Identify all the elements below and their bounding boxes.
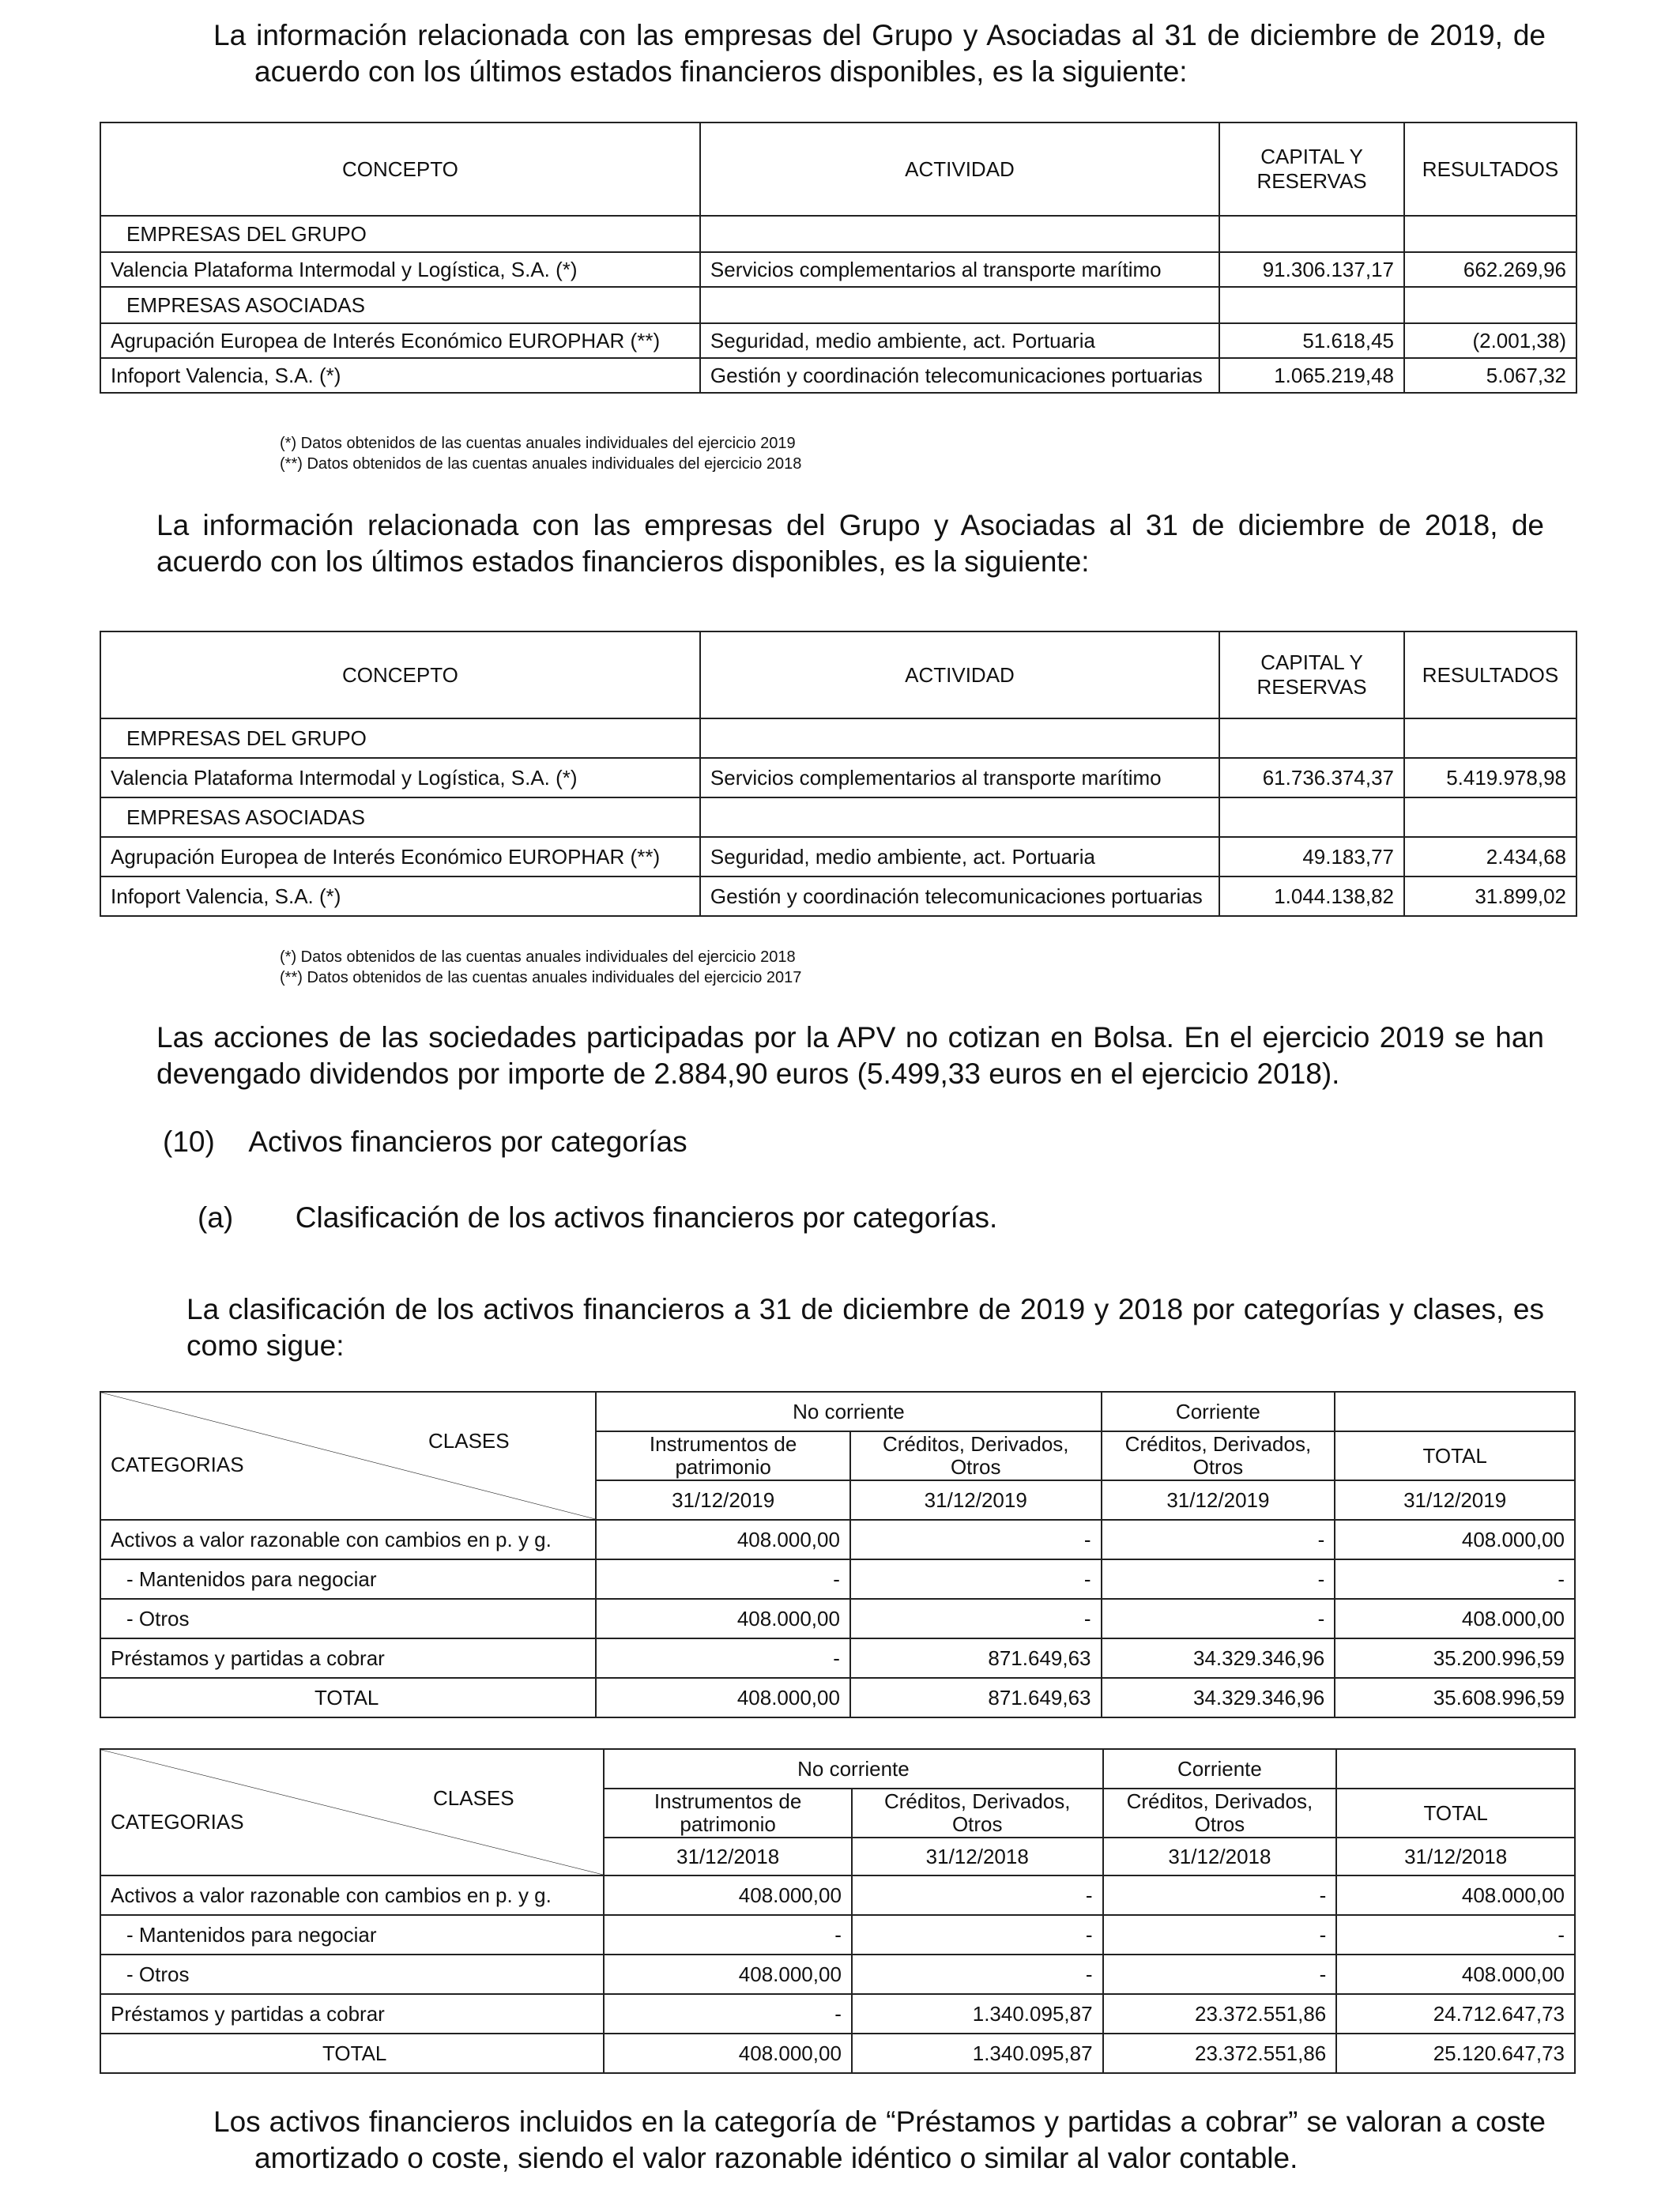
categorias-label: CATEGORIAS bbox=[111, 1810, 244, 1834]
section-10-heading bbox=[163, 1125, 687, 1159]
cell-value: 35.608.996,59 bbox=[1335, 1678, 1575, 1717]
final-line1: Los activos financieros incluidos en la categoría de “Préstamos y partidas a cobrar” se valoran a coste bbox=[213, 2105, 1546, 2138]
cell-value: - bbox=[1102, 1599, 1335, 1638]
date-cell: 31/12/2019 bbox=[1335, 1480, 1575, 1520]
header-concepto: CONCEPTO bbox=[100, 123, 700, 216]
row-label: TOTAL bbox=[100, 2034, 604, 2073]
final-line2: amortizado o coste, siendo el valor razonable idéntico o similar al valor contable. bbox=[254, 2142, 1298, 2174]
intro-2018-line1: La información relacionada con las empresas del Grupo y Asociadas al 31 de diciembre de 2018, de bbox=[156, 509, 1544, 541]
date-cell: 31/12/2018 bbox=[1103, 1838, 1337, 1875]
header-capital: CAPITAL Y RESERVAS bbox=[1219, 631, 1404, 718]
cell-actividad: Servicios complementarios al transporte marítimo bbox=[700, 252, 1219, 287]
table-row bbox=[100, 758, 1576, 797]
cell-actividad: Seguridad, medio ambiente, act. Portuaria bbox=[700, 323, 1219, 358]
header-actividad: ACTIVIDAD bbox=[700, 123, 1219, 216]
cell-value: 408.000,00 bbox=[604, 1875, 852, 1915]
row-label: Préstamos y partidas a cobrar bbox=[100, 1994, 604, 2034]
col-total: TOTAL bbox=[1336, 1789, 1575, 1838]
cell-value: - bbox=[850, 1599, 1102, 1638]
cell-concepto: Infoport Valencia, S.A. (*) bbox=[100, 876, 700, 916]
note-1: (*) Datos obtenidos de las cuentas anuales individuales del ejercicio 2019 bbox=[280, 435, 796, 452]
cell-value: - bbox=[1103, 1875, 1337, 1915]
header-concepto: CONCEPTO bbox=[100, 631, 700, 718]
clasificacion-line1: La clasificación de los activos financieros a 31 de diciembre de 2019 y 2018 por categorías y clases, es bbox=[186, 1293, 1544, 1325]
col-instrumentos: Instrumentos de patrimonio bbox=[596, 1431, 850, 1480]
activos-2019-table bbox=[100, 1391, 1576, 1718]
section-10-number: (10) bbox=[163, 1125, 215, 1158]
date-cell: 31/12/2018 bbox=[852, 1838, 1103, 1875]
cell-capital: 51.618,45 bbox=[1219, 323, 1404, 358]
header-resultados: RESULTADOS bbox=[1404, 123, 1576, 216]
cell-resultados: 5.419.978,98 bbox=[1404, 758, 1576, 797]
cell-resultados: 662.269,96 bbox=[1404, 252, 1576, 287]
cell-value: 1.340.095,87 bbox=[852, 2034, 1103, 2073]
group-label: EMPRESAS DEL GRUPO bbox=[100, 718, 700, 758]
date-cell: 31/12/2019 bbox=[1102, 1480, 1335, 1520]
cell-capital: 49.183,77 bbox=[1219, 837, 1404, 876]
categorias-label: CATEGORIAS bbox=[111, 1453, 244, 1476]
cell-value: - bbox=[1335, 1559, 1575, 1599]
col-creditos-nc: Créditos, Derivados, Otros bbox=[852, 1789, 1103, 1838]
cell-concepto: Agrupación Europea de Interés Económico EUROPHAR (**) bbox=[100, 837, 700, 876]
cell-value: 408.000,00 bbox=[596, 1599, 850, 1638]
cell-value: 408.000,00 bbox=[1335, 1599, 1575, 1638]
cell-value: 871.649,63 bbox=[850, 1638, 1102, 1678]
note-1: (*) Datos obtenidos de las cuentas anuales individuales del ejercicio 2018 bbox=[280, 948, 796, 966]
row-label: - Mantenidos para negociar bbox=[100, 1559, 596, 1599]
section-a-title: Clasificación de los activos financieros por categorías. bbox=[295, 1201, 998, 1234]
cell-capital: 61.736.374,37 bbox=[1219, 758, 1404, 797]
cell-value: 23.372.551,86 bbox=[1103, 2034, 1337, 2073]
acciones-line1: Las acciones de las sociedades participadas por la APV no cotizan en Bolsa. En el ejercicio 2019 se han bbox=[156, 1021, 1544, 1054]
cell-value: 871.649,63 bbox=[850, 1678, 1102, 1717]
group-label: EMPRESAS DEL GRUPO bbox=[100, 216, 700, 252]
total-row bbox=[100, 1678, 1575, 1717]
asociadas-label: EMPRESAS ASOCIADAS bbox=[100, 797, 700, 837]
cell-value: 408.000,00 bbox=[1336, 1875, 1575, 1915]
cell-actividad: Gestión y coordinación telecomunicaciones portuarias bbox=[700, 358, 1219, 393]
cell-actividad: Servicios complementarios al transporte marítimo bbox=[700, 758, 1219, 797]
date-cell: 31/12/2018 bbox=[604, 1838, 852, 1875]
table-row bbox=[100, 837, 1576, 876]
cell-value: 408.000,00 bbox=[1336, 1955, 1575, 1994]
cell-value: - bbox=[1102, 1559, 1335, 1599]
col-total: TOTAL bbox=[1335, 1431, 1575, 1480]
cell-value: 408.000,00 bbox=[1335, 1520, 1575, 1559]
cell-capital: 1.065.219,48 bbox=[1219, 358, 1404, 393]
cell-value: - bbox=[850, 1520, 1102, 1559]
date-cell: 31/12/2018 bbox=[1336, 1838, 1575, 1875]
table-row bbox=[100, 252, 1576, 287]
intro-2019-line2: acuerdo con los últimos estados financieros disponibles, es la siguiente: bbox=[254, 55, 1188, 88]
note-2: (**) Datos obtenidos de las cuentas anuales individuales del ejercicio 2018 bbox=[280, 455, 802, 473]
table1-notes bbox=[280, 433, 801, 474]
row-label: TOTAL bbox=[100, 1678, 596, 1717]
section-a-number: (a) bbox=[198, 1201, 234, 1234]
cell-value: 408.000,00 bbox=[604, 2034, 852, 2073]
cell-value: - bbox=[1103, 1915, 1337, 1955]
table-row bbox=[100, 1520, 1575, 1559]
table-row bbox=[100, 1915, 1575, 1955]
total-row bbox=[100, 2034, 1575, 2073]
cell-value: - bbox=[1103, 1955, 1337, 1994]
final-paragraph bbox=[213, 2104, 1546, 2177]
corriente-header: Corriente bbox=[1103, 1749, 1337, 1789]
table-row bbox=[100, 1599, 1575, 1638]
acciones-line2: devengado dividendos por importe de 2.884,90 euros (5.499,33 euros en el ejercicio 2018). bbox=[156, 1057, 1340, 1090]
cell-value: - bbox=[852, 1915, 1103, 1955]
cell-concepto: Infoport Valencia, S.A. (*) bbox=[100, 358, 700, 393]
asociadas-label: EMPRESAS ASOCIADAS bbox=[100, 287, 700, 323]
cell-value: - bbox=[850, 1559, 1102, 1599]
cell-concepto: Agrupación Europea de Interés Económico EUROPHAR (**) bbox=[100, 323, 700, 358]
table-row bbox=[100, 1638, 1575, 1678]
cell-value: 408.000,00 bbox=[596, 1520, 850, 1559]
cell-resultados: 2.434,68 bbox=[1404, 837, 1576, 876]
date-cell: 31/12/2019 bbox=[596, 1480, 850, 1520]
no-corriente-header: No corriente bbox=[604, 1749, 1102, 1789]
date-cell: 31/12/2019 bbox=[850, 1480, 1102, 1520]
categorias-clases-corner bbox=[100, 1392, 596, 1520]
section-10-title: Activos financieros por categorías bbox=[248, 1125, 687, 1158]
table2-notes bbox=[280, 947, 801, 988]
cell-value: - bbox=[852, 1955, 1103, 1994]
col-instrumentos: Instrumentos de patrimonio bbox=[604, 1789, 852, 1838]
row-label: Activos a valor razonable con cambios en p. y g. bbox=[100, 1520, 596, 1559]
table-row bbox=[100, 1559, 1575, 1599]
cell-resultados: 5.067,32 bbox=[1404, 358, 1576, 393]
clases-label: CLASES bbox=[428, 1429, 510, 1453]
cell-value: - bbox=[596, 1638, 850, 1678]
col-creditos-c: Créditos, Derivados, Otros bbox=[1102, 1431, 1335, 1480]
col-creditos-c: Créditos, Derivados, Otros bbox=[1103, 1789, 1337, 1838]
note-2: (**) Datos obtenidos de las cuentas anuales individuales del ejercicio 2017 bbox=[280, 969, 802, 986]
cell-capital: 91.306.137,17 bbox=[1219, 252, 1404, 287]
cell-value: - bbox=[1102, 1520, 1335, 1559]
cell-resultados: (2.001,38) bbox=[1404, 323, 1576, 358]
cell-value: - bbox=[604, 1994, 852, 2034]
intro-2019-line1: La información relacionada con las empresas del Grupo y Asociadas al 31 de diciembre de 2019, de bbox=[213, 19, 1546, 51]
intro-2018-line2: acuerdo con los últimos estados financieros disponibles, es la siguiente: bbox=[156, 545, 1090, 578]
table-row bbox=[100, 1875, 1575, 1915]
clases-label: CLASES bbox=[433, 1786, 514, 1810]
table-row bbox=[100, 323, 1576, 358]
cell-value: 24.712.647,73 bbox=[1336, 1994, 1575, 2034]
categorias-clases-corner bbox=[100, 1749, 604, 1875]
row-label: - Mantenidos para negociar bbox=[100, 1915, 604, 1955]
cell-value: 34.329.346,96 bbox=[1102, 1678, 1335, 1717]
acciones-paragraph bbox=[156, 1020, 1544, 1092]
cell-value: - bbox=[852, 1875, 1103, 1915]
intro-2019-paragraph bbox=[213, 17, 1546, 90]
cell-value: - bbox=[596, 1559, 850, 1599]
cell-value: - bbox=[604, 1915, 852, 1955]
cell-value: 408.000,00 bbox=[604, 1955, 852, 1994]
cell-resultados: 31.899,02 bbox=[1404, 876, 1576, 916]
empresas-2019-table bbox=[100, 122, 1577, 394]
cell-value: 408.000,00 bbox=[596, 1678, 850, 1717]
cell-actividad: Gestión y coordinación telecomunicaciones portuarias bbox=[700, 876, 1219, 916]
header-resultados: RESULTADOS bbox=[1404, 631, 1576, 718]
cell-value: 23.372.551,86 bbox=[1103, 1994, 1337, 2034]
table-row bbox=[100, 876, 1576, 916]
header-capital: CAPITAL Y RESERVAS bbox=[1219, 123, 1404, 216]
cell-value: 34.329.346,96 bbox=[1102, 1638, 1335, 1678]
cell-capital: 1.044.138,82 bbox=[1219, 876, 1404, 916]
table-row bbox=[100, 1994, 1575, 2034]
intro-2018-paragraph bbox=[156, 507, 1544, 580]
cell-value: 1.340.095,87 bbox=[852, 1994, 1103, 2034]
row-label: Préstamos y partidas a cobrar bbox=[100, 1638, 596, 1678]
cell-concepto: Valencia Plataforma Intermodal y Logística, S.A. (*) bbox=[100, 758, 700, 797]
empresas-2018-table bbox=[100, 631, 1577, 917]
no-corriente-header: No corriente bbox=[596, 1392, 1101, 1431]
clasificacion-line2: como sigue: bbox=[186, 1329, 345, 1362]
cell-concepto: Valencia Plataforma Intermodal y Logística, S.A. (*) bbox=[100, 252, 700, 287]
section-a-heading bbox=[198, 1201, 997, 1235]
table-row bbox=[100, 358, 1576, 393]
cell-value: - bbox=[1336, 1915, 1575, 1955]
row-label: - Otros bbox=[100, 1599, 596, 1638]
header-actividad: ACTIVIDAD bbox=[700, 631, 1219, 718]
cell-actividad: Seguridad, medio ambiente, act. Portuaria bbox=[700, 837, 1219, 876]
corriente-header: Corriente bbox=[1102, 1392, 1335, 1431]
col-creditos-nc: Créditos, Derivados, Otros bbox=[850, 1431, 1102, 1480]
activos-2018-table bbox=[100, 1748, 1576, 2074]
row-label: Activos a valor razonable con cambios en p. y g. bbox=[100, 1875, 604, 1915]
row-label: - Otros bbox=[100, 1955, 604, 1994]
cell-value: 25.120.647,73 bbox=[1336, 2034, 1575, 2073]
table-row bbox=[100, 1955, 1575, 1994]
cell-value: 35.200.996,59 bbox=[1335, 1638, 1575, 1678]
clasificacion-paragraph bbox=[186, 1291, 1544, 1364]
